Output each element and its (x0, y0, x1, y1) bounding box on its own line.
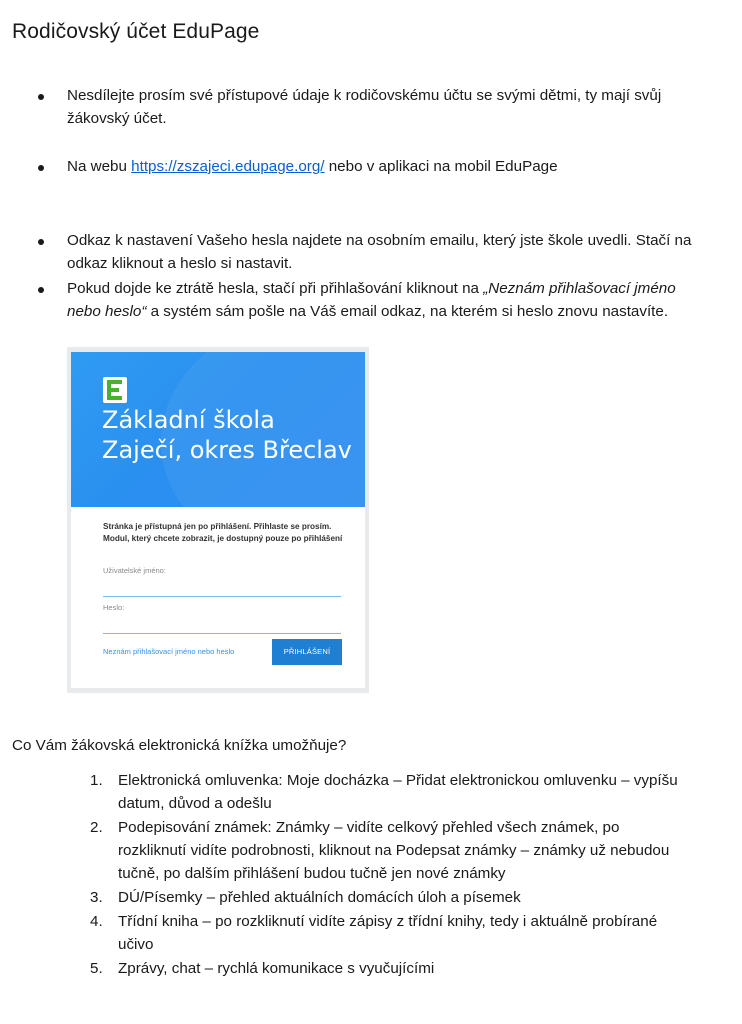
feature-text: DÚ/Písemky – přehled aktuálních domácích úloh a písemek (118, 889, 521, 906)
username-label: Uživatelské jméno: (103, 566, 166, 575)
bullet-text (67, 277, 692, 323)
bullet-text: Odkaz k nastavení Vašeho hesla najdete na osobním emailu, který jste škole uvedli. Stačí na odkaz kliknout a heslo si nastavit. (67, 232, 692, 272)
password-label: Heslo: (103, 603, 125, 612)
bullet-text: Nesdílejte prosím své přístupové údaje k rodičovskému účtu se svými dětmi, ty mají svůj žákovský účet. (67, 87, 662, 127)
bullet-dot-icon (38, 287, 44, 293)
list-number: 5. (90, 960, 103, 977)
feature-text: Třídní kniha – po rozkliknutí vidíte zápisy z třídní knihy, tedy i aktuálně probírané učivo (118, 913, 658, 953)
login-screenshot (67, 347, 369, 693)
login-required-message: Stránka je přístupná jen po přihlášení. Přihlaste se prosím. Modul, který chcete zobrazit, je dostupný pouze po přihlášení (103, 522, 343, 543)
login-panel (71, 507, 365, 688)
feature-text: Zprávy, chat – rychlá komunikace s vyučujícími (118, 960, 435, 977)
forgot-credentials-link[interactable]: Neznám přihlašovací jméno nebo heslo (103, 647, 235, 656)
list-number: 2. (90, 819, 103, 836)
feature-text: Elektronická omluvenka: Moje docházka – Přidat elektronickou omluvenku – vypíšu datum, důvod a odešlu (118, 772, 678, 812)
login-screenshot-frame (71, 352, 365, 688)
bullet-text-part: Pokud dojde ke ztrátě hesla, stačí při přihlašování kliknout na (67, 280, 484, 297)
bullet-dot-icon (38, 165, 44, 171)
login-button[interactable]: PŘIHLÁŠENÍ (272, 639, 342, 665)
password-field[interactable] (103, 633, 341, 634)
page-title: Rodičovský účet EduPage (12, 20, 260, 43)
bullet-dot-icon (38, 94, 44, 100)
feature-text: Podepisování známek: Známky – vidíte celkový přehled všech známek, po rozkliknutí vidíte podrobnosti, kliknout na Podepsat známky – známky už nebudou tučně, po dalším přihlášení budou tučně jen nové známky (118, 819, 670, 882)
list-number: 1. (90, 772, 103, 789)
forgot-password-quote: „Neznám přihlašovací jméno nebo heslo“ (67, 280, 676, 320)
school-hero-banner (71, 352, 365, 507)
bullet-text-part: nebo v aplikaci na mobil EduPage (324, 158, 558, 175)
list-number: 3. (90, 889, 103, 906)
list-number: 4. (90, 913, 103, 930)
features-heading: Co Vám žákovská elektronická knížka umožňuje? (12, 737, 347, 754)
bullet-dot-icon (38, 239, 44, 245)
edupage-logo-icon (103, 377, 127, 403)
school-website-link[interactable]: https://zszajeci.edupage.org/ (131, 158, 325, 175)
bullet-text-part: a systém sám pošle na Váš email odkaz, na kterém si heslo znovu nastavíte. (146, 303, 669, 320)
username-field[interactable] (103, 596, 341, 597)
bullet-text (67, 155, 692, 178)
school-name: Základní škola Zaječí, okres Břeclav (102, 406, 352, 464)
bullet-text-part: Na webu (67, 158, 132, 175)
